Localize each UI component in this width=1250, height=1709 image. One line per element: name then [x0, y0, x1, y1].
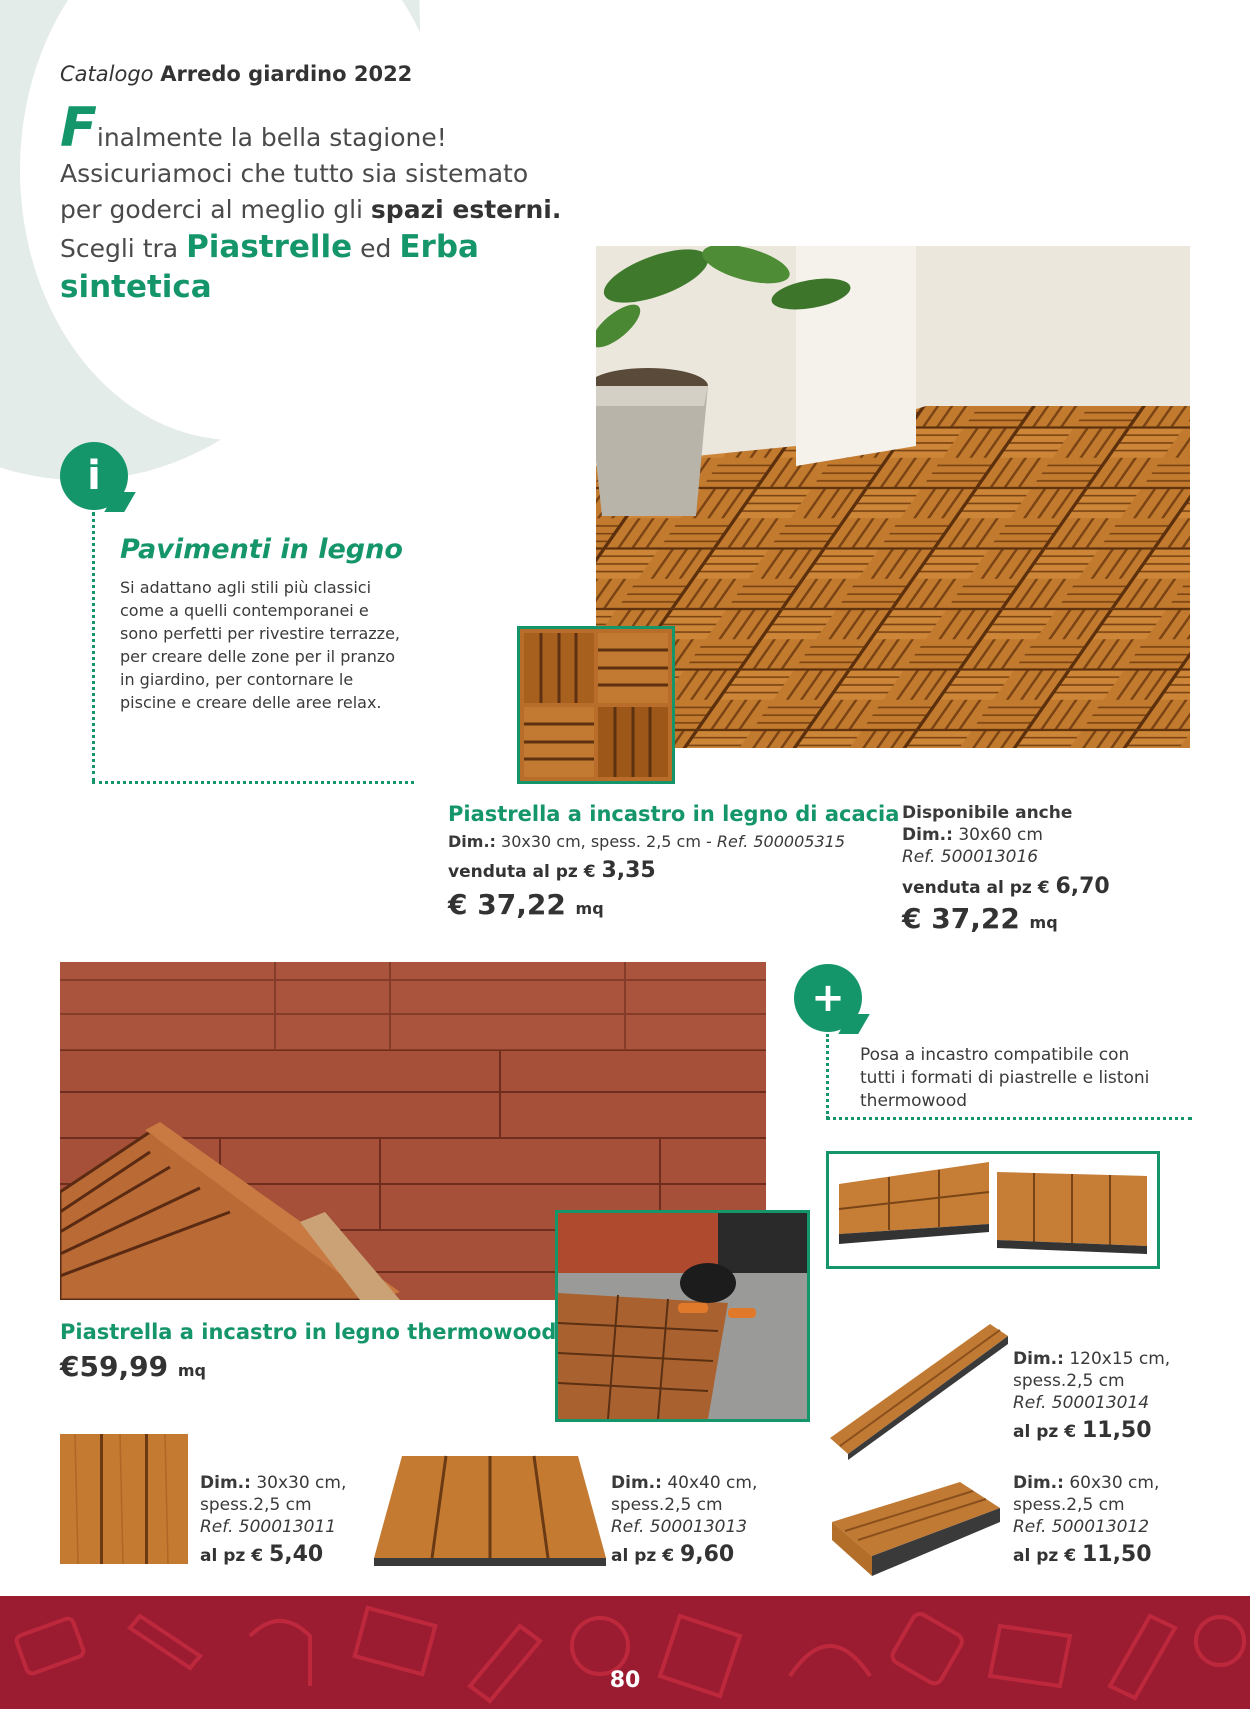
plus-icon-glyph: + [811, 975, 845, 1021]
variant-30x30-spec [200, 1472, 346, 1538]
tile-30x30-illustration [60, 1434, 188, 1564]
variant-120x15-price-label: al pz € [1013, 1422, 1077, 1442]
acacia-tile-thumbnail [517, 626, 675, 784]
plank-120x15-image [826, 1320, 1012, 1460]
info-body: Si adattano agli stili più classici come a quelli contemporanei e sono perfetti per rivestire terrazze, per creare delle zone per il pranzo in giardino, per contornare le piscine e creare delle aree relax. [120, 578, 401, 712]
acacia-product-title: Piastrella a incastro in legno di acacia [448, 802, 900, 826]
acacia-terrace-illustration [596, 246, 1190, 748]
acacia-alt-dim [902, 824, 1072, 846]
variant-60x30-dim-label: Dim.: [1013, 1473, 1064, 1493]
thermowood-price-value: €59,99 [60, 1350, 169, 1383]
acacia-sold-price: 3,35 [601, 858, 656, 883]
acacia-alt-price-mq [902, 902, 1058, 935]
variant-120x15-dim [1013, 1348, 1170, 1370]
acacia-alt-sold-price: 6,70 [1055, 874, 1110, 899]
acacia-price-mq-value: € 37,22 [448, 888, 566, 921]
variant-40x40-dim [611, 1472, 757, 1494]
intro-line-1-text: inalmente la bella stagione! [96, 123, 447, 152]
intro-line-4 [60, 228, 580, 308]
variant-120x15-dim-value: 120x15 cm, [1069, 1349, 1171, 1369]
acacia-ref: Ref. 500005315 [716, 832, 845, 851]
variant-120x15-price [1013, 1418, 1152, 1443]
intro-initial: F [60, 96, 97, 159]
acacia-sold-label: venduta al pz € [448, 862, 596, 882]
acacia-alt-unit-price [902, 874, 1110, 899]
kicker-italic: Catalogo [60, 62, 154, 86]
plank-120x15-illustration [826, 1320, 1012, 1460]
variant-40x40-ref: Ref. 500013013 [611, 1517, 748, 1537]
variant-30x30-dim-label: Dim.: [200, 1473, 251, 1493]
acacia-terrace-photo [596, 246, 1190, 748]
plus-dotted-vertical [826, 1034, 829, 1119]
variant-40x40-spec [611, 1472, 757, 1538]
thermowood-price-unit: mq [177, 1361, 206, 1380]
variant-120x15-ref: Ref. 500013014 [1013, 1393, 1150, 1413]
intro-line-1 [60, 96, 580, 159]
info-dotted-vertical [92, 512, 95, 782]
acacia-dim-value: 30x30 cm, spess. 2,5 cm - [501, 832, 712, 851]
variant-60x30-price-label: al pz € [1013, 1546, 1077, 1566]
installation-photo [555, 1210, 810, 1422]
thermowood-price [60, 1350, 206, 1383]
plus-icon [794, 964, 862, 1032]
acacia-price-unit: mq [575, 899, 604, 918]
thermowood-tile-pair [826, 1151, 1160, 1269]
variant-60x30-spec [1013, 1472, 1159, 1538]
acacia-alt-dim-value: 30x60 cm [958, 825, 1043, 845]
plus-dotted-horizontal [826, 1117, 1192, 1120]
info-dotted-horizontal [92, 781, 414, 784]
variant-30x30-price-label: al pz € [200, 1546, 264, 1566]
acacia-spec [448, 831, 845, 853]
variant-60x30-price [1013, 1542, 1152, 1567]
installation-illustration [558, 1213, 807, 1419]
variant-30x30-ref: Ref. 500013011 [200, 1517, 337, 1537]
acacia-alt-price-unit: mq [1029, 913, 1058, 932]
acacia-price-mq [448, 888, 604, 921]
intro-connector: ed [360, 234, 392, 263]
plank-60x30-image [830, 1478, 1002, 1582]
variant-60x30-dim-value: 60x30 cm, [1069, 1473, 1160, 1493]
variant-40x40-price-label: al pz € [611, 1546, 675, 1566]
info-icon [60, 442, 128, 510]
tile-40x40-illustration [372, 1454, 608, 1570]
kicker-bold: Arredo giardino 2022 [160, 62, 413, 86]
variant-30x30-dim [200, 1472, 346, 1494]
plus-box-text: Posa a incastro compatibile con tutti i formati di piastrelle e listoni thermowood [860, 1045, 1150, 1111]
thermowood-tile-pair-illustration [829, 1154, 1157, 1266]
info-title: Pavimenti in legno [120, 534, 403, 565]
variant-60x30-spess: spess.2,5 cm [1013, 1495, 1125, 1515]
page-number: 80 [609, 1668, 641, 1693]
variant-120x15-spec [1013, 1348, 1170, 1414]
intro-line-3 [60, 192, 580, 228]
acacia-unit-price [448, 858, 656, 883]
acacia-alt-price-mq-value: € 37,22 [902, 902, 1020, 935]
catalog-kicker [60, 62, 412, 86]
variant-60x30-dim [1013, 1472, 1159, 1494]
acacia-dim-label: Dim.: [448, 832, 496, 851]
variant-30x30-dim-value: 30x30 cm, [256, 1473, 347, 1493]
acacia-alt-heading: Disponibile anche [902, 803, 1073, 823]
variant-60x30-price-value: 11,50 [1081, 1542, 1152, 1567]
variant-120x15-dim-label: Dim.: [1013, 1349, 1064, 1369]
intro-line-3-pre: per goderci al meglio gli [60, 195, 363, 224]
variant-60x30-ref: Ref. 500013012 [1013, 1517, 1150, 1537]
variant-120x15-spess: spess.2,5 cm [1013, 1371, 1125, 1391]
intro-line-4-pre: Scegli tra [60, 234, 179, 263]
thermowood-product-title: Piastrella a incastro in legno thermowood [60, 1320, 557, 1344]
variant-30x30-price-value: 5,40 [268, 1542, 324, 1567]
variant-120x15-price-value: 11,50 [1081, 1418, 1152, 1443]
acacia-alt-block [902, 802, 1072, 868]
plank-60x30-illustration [830, 1478, 1002, 1582]
variant-40x40-price [611, 1542, 734, 1567]
acacia-alt-dim-label: Dim.: [902, 825, 953, 845]
intro-highlight-grass: Erba sintetica [60, 229, 479, 305]
info-icon-glyph: i [87, 453, 101, 499]
variant-40x40-price-value: 9,60 [679, 1542, 735, 1567]
intro-highlight-tiles: Piastrelle [186, 229, 353, 265]
variant-40x40-spess: spess.2,5 cm [611, 1495, 723, 1515]
intro-line-3-bold: spazi esterni. [370, 195, 562, 224]
variant-40x40-dim-value: 40x40 cm, [667, 1473, 758, 1493]
tile-40x40-image [372, 1454, 608, 1570]
intro-text [60, 96, 580, 308]
variant-30x30-price [200, 1542, 323, 1567]
acacia-tile-illustration [520, 629, 672, 781]
acacia-alt-sold-label: venduta al pz € [902, 878, 1050, 898]
acacia-alt-ref: Ref. 500013016 [902, 847, 1039, 867]
variant-30x30-spess: spess.2,5 cm [200, 1495, 312, 1515]
intro-line-2: Assicuriamoci che tutto sia sistemato [60, 159, 529, 188]
variant-40x40-dim-label: Dim.: [611, 1473, 662, 1493]
tile-30x30-image [60, 1434, 188, 1564]
